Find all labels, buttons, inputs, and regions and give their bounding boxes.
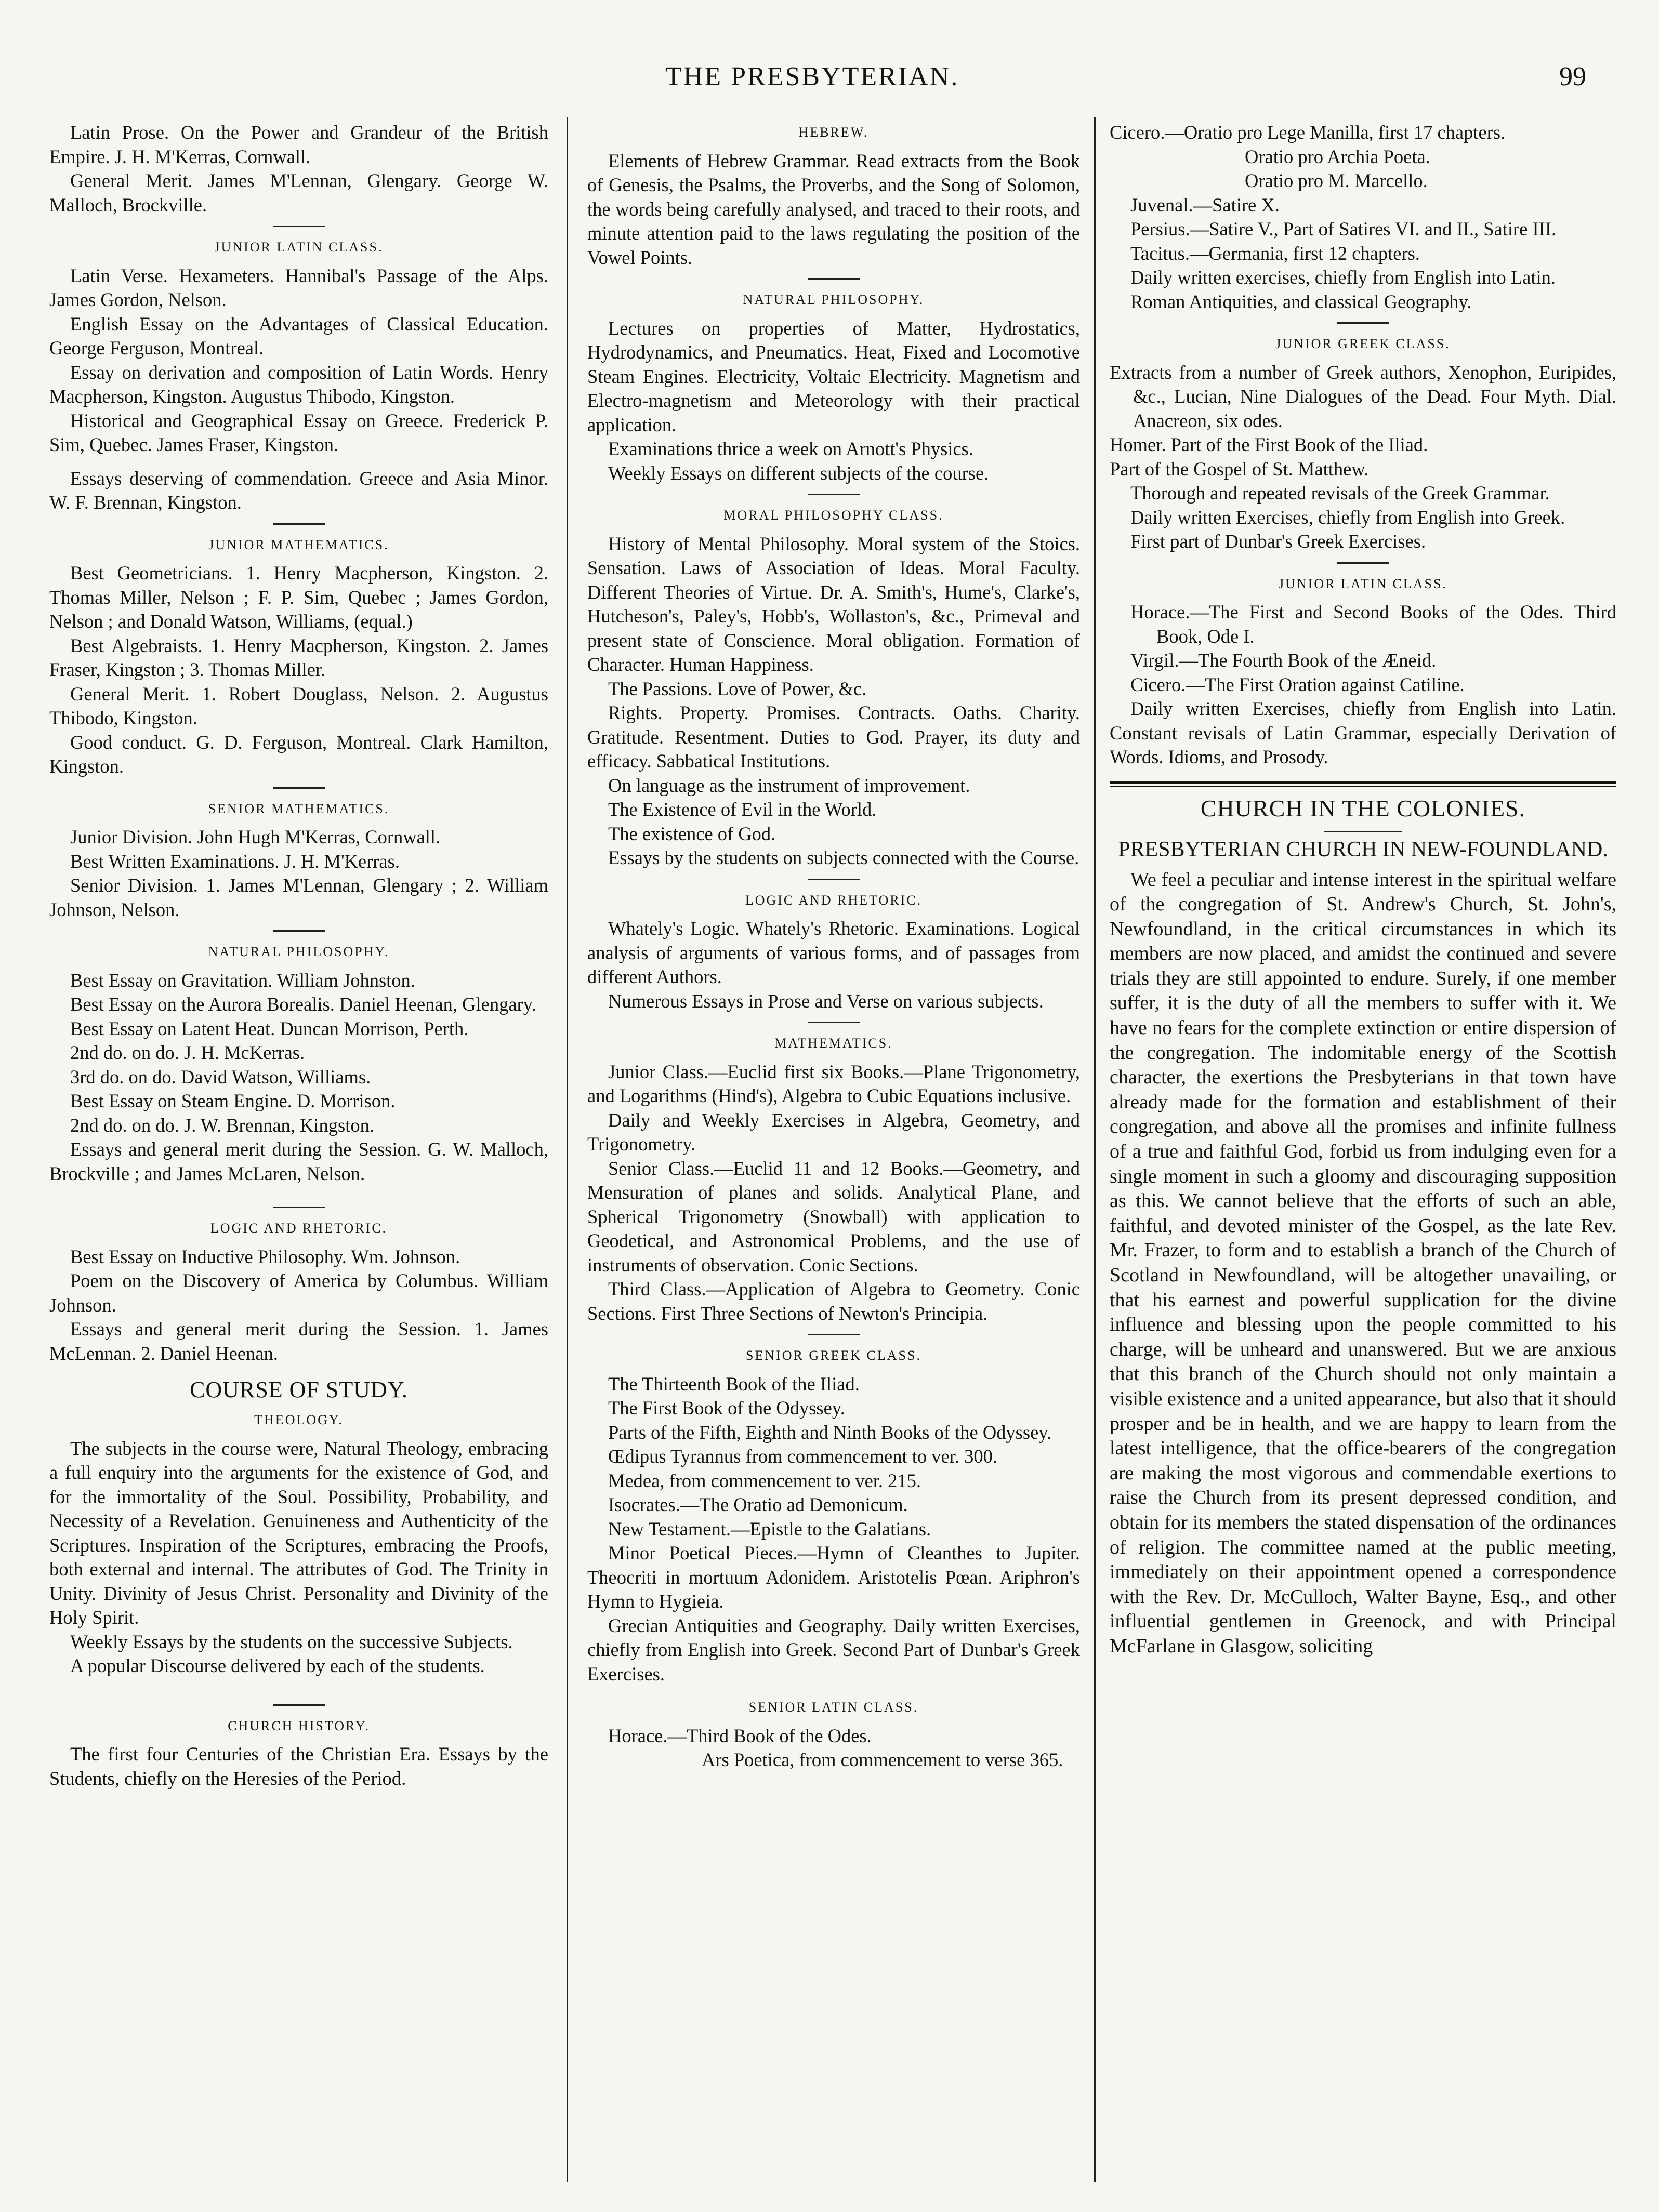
paragraph: The subjects in the course were, Natural Theology, embracing a full enquiry into the arguments for the existence of God, and for the immortality of the Soul. Possibility, Probability, and Necessity of a Revelation. Genuineness and Authenticity of the Scriptures. Inspiration of the Scriptures, embracing the Proofs, both external and internal. The attributes of God. The Trinity in Unity. Divinity of Jesus Christ. Personality and Divinity of the Holy Spirit. (49, 1437, 548, 1628)
paragraph: Junior Class.—Euclid first six Books.—Plane Trigonometry, and Logarithms (Hind's), Algebra to Cubic Equations inclusive. (587, 1061, 1080, 1106)
paragraph: Rights. Property. Promises. Contracts. Oaths. Charity. Gratitude. Resentment. Duties to God. Prayer, its duty and efficacy. Sabbatical Institutions. (587, 702, 1080, 772)
paragraph: Horace.—Third Book of the Odes. (608, 1725, 872, 1746)
divider (808, 278, 860, 280)
paragraph: The existence of God. (608, 823, 776, 844)
paragraph: Roman Antiquities, and classical Geography. (1130, 290, 1472, 312)
paragraph: Œdipus Tyrannus from commencement to ver. 300. (608, 1446, 997, 1467)
paragraph: First part of Dunbar's Greek Exercises. (1130, 531, 1426, 552)
paragraph: Isocrates.—The Oratio ad Demonicum. (608, 1494, 908, 1515)
paragraph: Best Essay on Gravitation. William Johnston. (70, 969, 415, 991)
paragraph: Best Geometricians. 1. Henry Macpherson, Kingston. 2. Thomas Miller, Nelson ; F. P. Sim, Quebec ; James Gordon, Nelson ; and Donald Watson, Williams, (equal.) (49, 562, 548, 632)
divider (273, 930, 325, 932)
section-heading: SENIOR GREEK CLASS. (746, 1348, 921, 1363)
section-heading: JUNIOR GREEK CLASS. (1275, 336, 1451, 351)
paragraph: Virgil.—The Fourth Book of the Æneid. (1130, 650, 1437, 671)
running-title: THE PRESBYTERIAN. (665, 62, 959, 91)
paragraph: Homer. Part of the First Book of the Iliad. (1110, 434, 1428, 455)
divider (273, 787, 325, 789)
paragraph: Medea, from commencement to ver. 215. (608, 1469, 921, 1491)
paragraph: Essay on derivation and composition of Latin Words. Henry Macpherson, Kingston. Augustus Thibodo, Kingston. (49, 361, 548, 407)
paragraph: Cicero.—The First Oration against Catiline. (1130, 673, 1465, 695)
paragraph: Senior Division. 1. James M'Lennan, Glengary ; 2. William Johnson, Nelson. (49, 875, 548, 920)
section-double-rule (1110, 781, 1616, 787)
column-right (1110, 121, 1616, 2183)
paragraph: Juvenal.—Satire X. (1130, 194, 1280, 216)
divider (273, 1207, 325, 1208)
paragraph: New Testament.—Epistle to the Galatians. (608, 1518, 931, 1540)
divider (1337, 322, 1389, 324)
paragraph: The First Book of the Odyssey. (608, 1397, 845, 1419)
section-heading: CHURCH HISTORY. (228, 1718, 370, 1733)
paragraph: Best Essay on Inductive Philosophy. Wm. Johnson. (70, 1246, 460, 1267)
paragraph: A popular Discourse delivered by each of the students. (70, 1655, 485, 1676)
paragraph: 2nd do. on do. J. W. Brennan, Kingston. (70, 1114, 375, 1136)
paragraph: English Essay on the Advantages of Classical Education. George Ferguson, Montreal. (49, 313, 548, 359)
paragraph: Essays and general merit during the Session. 1. James McLennan. 2. Daniel Heenan. (49, 1318, 548, 1364)
column-middle (587, 121, 1080, 2183)
paragraph: Ars Poetica, from commencement to verse 365. (702, 1749, 1063, 1770)
paragraph: Daily and Weekly Exercises in Algebra, Geometry, and Trigonometry. (587, 1109, 1080, 1155)
paragraph: Best Essay on Steam Engine. D. Morrison. (70, 1090, 396, 1111)
divider (808, 494, 860, 495)
paragraph: Third Class.—Application of Algebra to Geometry. Conic Sections. First Three Sections of Newton's Principia. (587, 1278, 1080, 1324)
paragraph: History of Mental Philosophy. Moral system of the Stoics. Sensation. Laws of Association of Ideas. Moral Faculty. Different Theories of Virtue. Dr. A. Smith's, Hume's, Clarke's, Hutcheson's, Paley's, Hobb's, Wollaston's, &c., Primeval and present state of Conscience. Moral obligation. Formation of Character. Human Happiness. (587, 533, 1080, 675)
article-heading: PRESBYTERIAN CHURCH IN NEW-FOUNDLAND. (1118, 837, 1608, 862)
paragraph: On language as the instrument of improvement. (608, 774, 970, 796)
paragraph: Cicero.—Oratio pro Lege Manilla, first 17 chapters. (1110, 122, 1506, 143)
paragraph: Numerous Essays in Prose and Verse on various subjects. (608, 990, 1044, 1012)
paragraph: Poem on the Discovery of America by Columbus. William Johnson. (49, 1270, 548, 1316)
paragraph: Essays by the students on subjects connected with the Course. (608, 847, 1079, 868)
paragraph: 2nd do. on do. J. H. McKerras. (70, 1042, 305, 1063)
divider (1337, 562, 1389, 564)
section-heading: THEOLOGY. (254, 1412, 344, 1427)
column-left (49, 121, 548, 2183)
paragraph: Best Essay on Latent Heat. Duncan Morrison, Perth. (70, 1017, 469, 1039)
divider (273, 523, 325, 525)
paragraph: The Passions. Love of Power, &c. (608, 678, 867, 699)
paragraph: Weekly Essays by the students on the successive Subjects. (70, 1631, 513, 1652)
divider (808, 879, 860, 880)
article-body: We feel a peculiar and intense interest in the spiritual welfare of the congregation of St. Andrew's Church, St. John's, Newfoundland, in the critical circumstances in which its members are now placed, and amidst the continued and severe trials they are still appointed to endure. Surely, if one member suffer, it is the duty of all the members to suffer with it. We have no fears for the complete extinction or entire dispersion of the congregation. The indomitable energy of the Scottish character, the exertions the Presbyterians in that town have already made for the formation and establishment of their congregation, and above all the promises and infinite fullness of a true and faithful God, forbid us from indulging even for a single moment in such a gloomy and discouraging supposition as this. We cannot believe that the efforts of such an able, faithful, and devoted minister of the Gospel, as the late Rev. Mr. Frazer, to form and to establish a branch of the Church of Scotland in Newfoundland, will be altogether unavailing, or that his earnest and powerful supplication for the divine influence and blessing upon the people committed to his charge, will be unheard and unanswered. But we are anxious that this branch of the Church should not only maintain a visible existence and a united appearance, but also that it should prosper and be in health, and we are happy to learn from the latest intelligence, that the office-bearers of the congregation are making the most vigorous and commendable exertions to raise the Church from its present depressed condition, and obtain for its members the stated dispensation of the ordinances of religion. The committee named at the public meeting, immediately on their appointment opened a correspondence with the Rev. Dr. McCulloch, Walter Bayne, Esq., and other influential gentlemen in Greenock, and with Principal McFarlane in Glasgow, soliciting (1110, 868, 1616, 1657)
paragraph: Thorough and repeated revisals of the Greek Grammar. (1130, 482, 1550, 504)
section-heading: LOGIC AND RHETORIC. (210, 1221, 388, 1236)
section-heading: JUNIOR MATHEMATICS. (208, 537, 389, 552)
divider (273, 1704, 325, 1706)
course-of-study-heading: COURSE OF STUDY. (190, 1377, 408, 1402)
divider (808, 1334, 860, 1335)
paragraph: Best Written Examinations. J. H. M'Kerras. (70, 850, 400, 872)
paragraph: 3rd do. on do. David Watson, Williams. (70, 1066, 371, 1088)
section-heading: NATURAL PHILOSOPHY. (208, 944, 390, 959)
section-heading: JUNIOR LATIN CLASS. (1279, 576, 1447, 591)
divider (273, 226, 325, 227)
column-rule (1094, 117, 1096, 2182)
paragraph: Part of the Gospel of St. Matthew. (1110, 458, 1369, 480)
paragraph: Elements of Hebrew Grammar. Read extracts from the Book of Genesis, the Psalms, the Proverbs, and the Song of Solomon, the words being carefully analysed, and traced to their roots, and minute attention paid to the laws regulating the position of the Vowel Points. (587, 150, 1080, 268)
paragraph: General Merit. James M'Lennan, Glengary. George W. Malloch, Brockville. (49, 170, 548, 216)
page-header (0, 61, 1659, 108)
section-heading: NATURAL PHILOSOPHY. (743, 292, 925, 307)
paragraph: Essays deserving of commendation. Greece and Asia Minor. W. F. Brennan, Kingston. (49, 467, 548, 513)
page-number: 99 (1559, 62, 1586, 91)
paragraph: Latin Verse. Hexameters. Hannibal's Passage of the Alps. James Gordon, Nelson. (49, 264, 548, 310)
section-heading: LOGIC AND RHETORIC. (745, 892, 923, 908)
section-heading: JUNIOR LATIN CLASS. (214, 240, 384, 255)
paragraph: Extracts from a number of Greek authors, Xenophon, Euripides, &c., Lucian, Nine Dialogues of the Dead. Four Myth. Dial. Anacreon, six odes. (1110, 361, 1616, 431)
section-heading: MATHEMATICS. (774, 1036, 893, 1051)
paragraph: Parts of the Fifth, Eighth and Ninth Books of the Odyssey. (608, 1421, 1052, 1443)
paragraph: Oratio pro Archia Poeta. (1245, 145, 1430, 167)
divider (1324, 831, 1402, 832)
paragraph: Examinations thrice a week on Arnott's Physics. (608, 438, 973, 459)
paragraph: The Thirteenth Book of the Iliad. (608, 1373, 860, 1395)
paragraph: Daily written Exercises, chiefly from English into Latin. Constant revisals of Latin Grammar, especially Derivation of Words. Idioms, and Prosody. (1110, 698, 1616, 767)
paragraph: Junior Division. John Hugh M'Kerras, Cornwall. (70, 826, 441, 847)
section-heading: MORAL PHILOSOPHY CLASS. (723, 508, 944, 523)
paragraph: Horace.—The First and Second Books of the Odes. Third Book, Ode I. (1130, 601, 1616, 647)
paragraph: Persius.—Satire V., Part of Satires VI. and II., Satire III. (1130, 218, 1557, 240)
paragraph: Daily written Exercises, chiefly from English into Greek. (1130, 506, 1565, 528)
paragraph: Historical and Geographical Essay on Greece. Frederick P. Sim, Quebec. James Fraser, Kingston. (49, 409, 548, 455)
section-heading: SENIOR LATIN CLASS. (748, 1700, 919, 1715)
paragraph: Tacitus.—Germania, first 12 chapters. (1130, 242, 1420, 264)
divider (808, 1022, 860, 1023)
section-heading: SENIOR MATHEMATICS. (208, 801, 390, 816)
paragraph: Minor Poetical Pieces.—Hymn of Cleanthes to Jupiter. Theocriti in mortuum Adonidem. Aristotelis Pœan. Ariphron's Hymn to Hygieia. (587, 1542, 1080, 1612)
paragraph: Senior Class.—Euclid 11 and 12 Books.—Geometry, and Mensuration of planes and solids. Analytical Plane, and Spherical Trigonometry (Snowball) with application to Geodetical, and Astronomical Problems, and the use of instruments of observation. Conic Sections. (587, 1157, 1080, 1276)
paragraph: Best Algebraists. 1. Henry Macpherson, Kingston. 2. James Fraser, Kingston ; 3. Thomas Miller. (49, 634, 548, 680)
paragraph: Whately's Logic. Whately's Rhetoric. Examinations. Logical analysis of arguments of various forms, and of passages from different Authors. (587, 918, 1080, 987)
section-heading: HEBREW. (798, 125, 869, 140)
paragraph: Grecian Antiquities and Geography. Daily written Exercises, chiefly from English into Greek. Second Part of Dunbar's Greek Exercises. (587, 1614, 1080, 1685)
paragraph: Oratio pro M. Marcello. (1245, 170, 1428, 191)
paragraph: The first four Centuries of the Christian Era. Essays by the Students, chiefly on the Heresies of the Period. (49, 1743, 548, 1789)
paragraph: Essays and general merit during the Session. G. W. Malloch, Brockville ; and James McLaren, Nelson. (49, 1138, 548, 1184)
paragraph: Weekly Essays on different subjects of the course. (608, 462, 989, 484)
paragraph: Good conduct. G. D. Ferguson, Montreal. Clark Hamilton, Kingston. (49, 731, 548, 777)
paragraph: General Merit. 1. Robert Douglass, Nelson. 2. Augustus Thibodo, Kingston. (49, 683, 548, 728)
paragraph: Daily written exercises, chiefly from English into Latin. (1130, 267, 1556, 288)
paragraph: Best Essay on the Aurora Borealis. Daniel Heenan, Glengary. (70, 994, 536, 1015)
column-rule (567, 117, 568, 2182)
paragraph: Latin Prose. On the Power and Grandeur of the British Empire. J. H. M'Kerras, Cornwall. (49, 122, 548, 167)
paragraph: Lectures on properties of Matter, Hydrostatics, Hydrodynamics, and Pneumatics. Heat, Fixed and Locomotive Steam Engines. Electricity, Voltaic Electricity. Magnetism and Electro-magnetism and Meteorology with their practical application. (587, 317, 1080, 435)
church-colonies-heading: CHURCH IN THE COLONIES. (1200, 794, 1526, 822)
paragraph: The Existence of Evil in the World. (608, 799, 877, 820)
